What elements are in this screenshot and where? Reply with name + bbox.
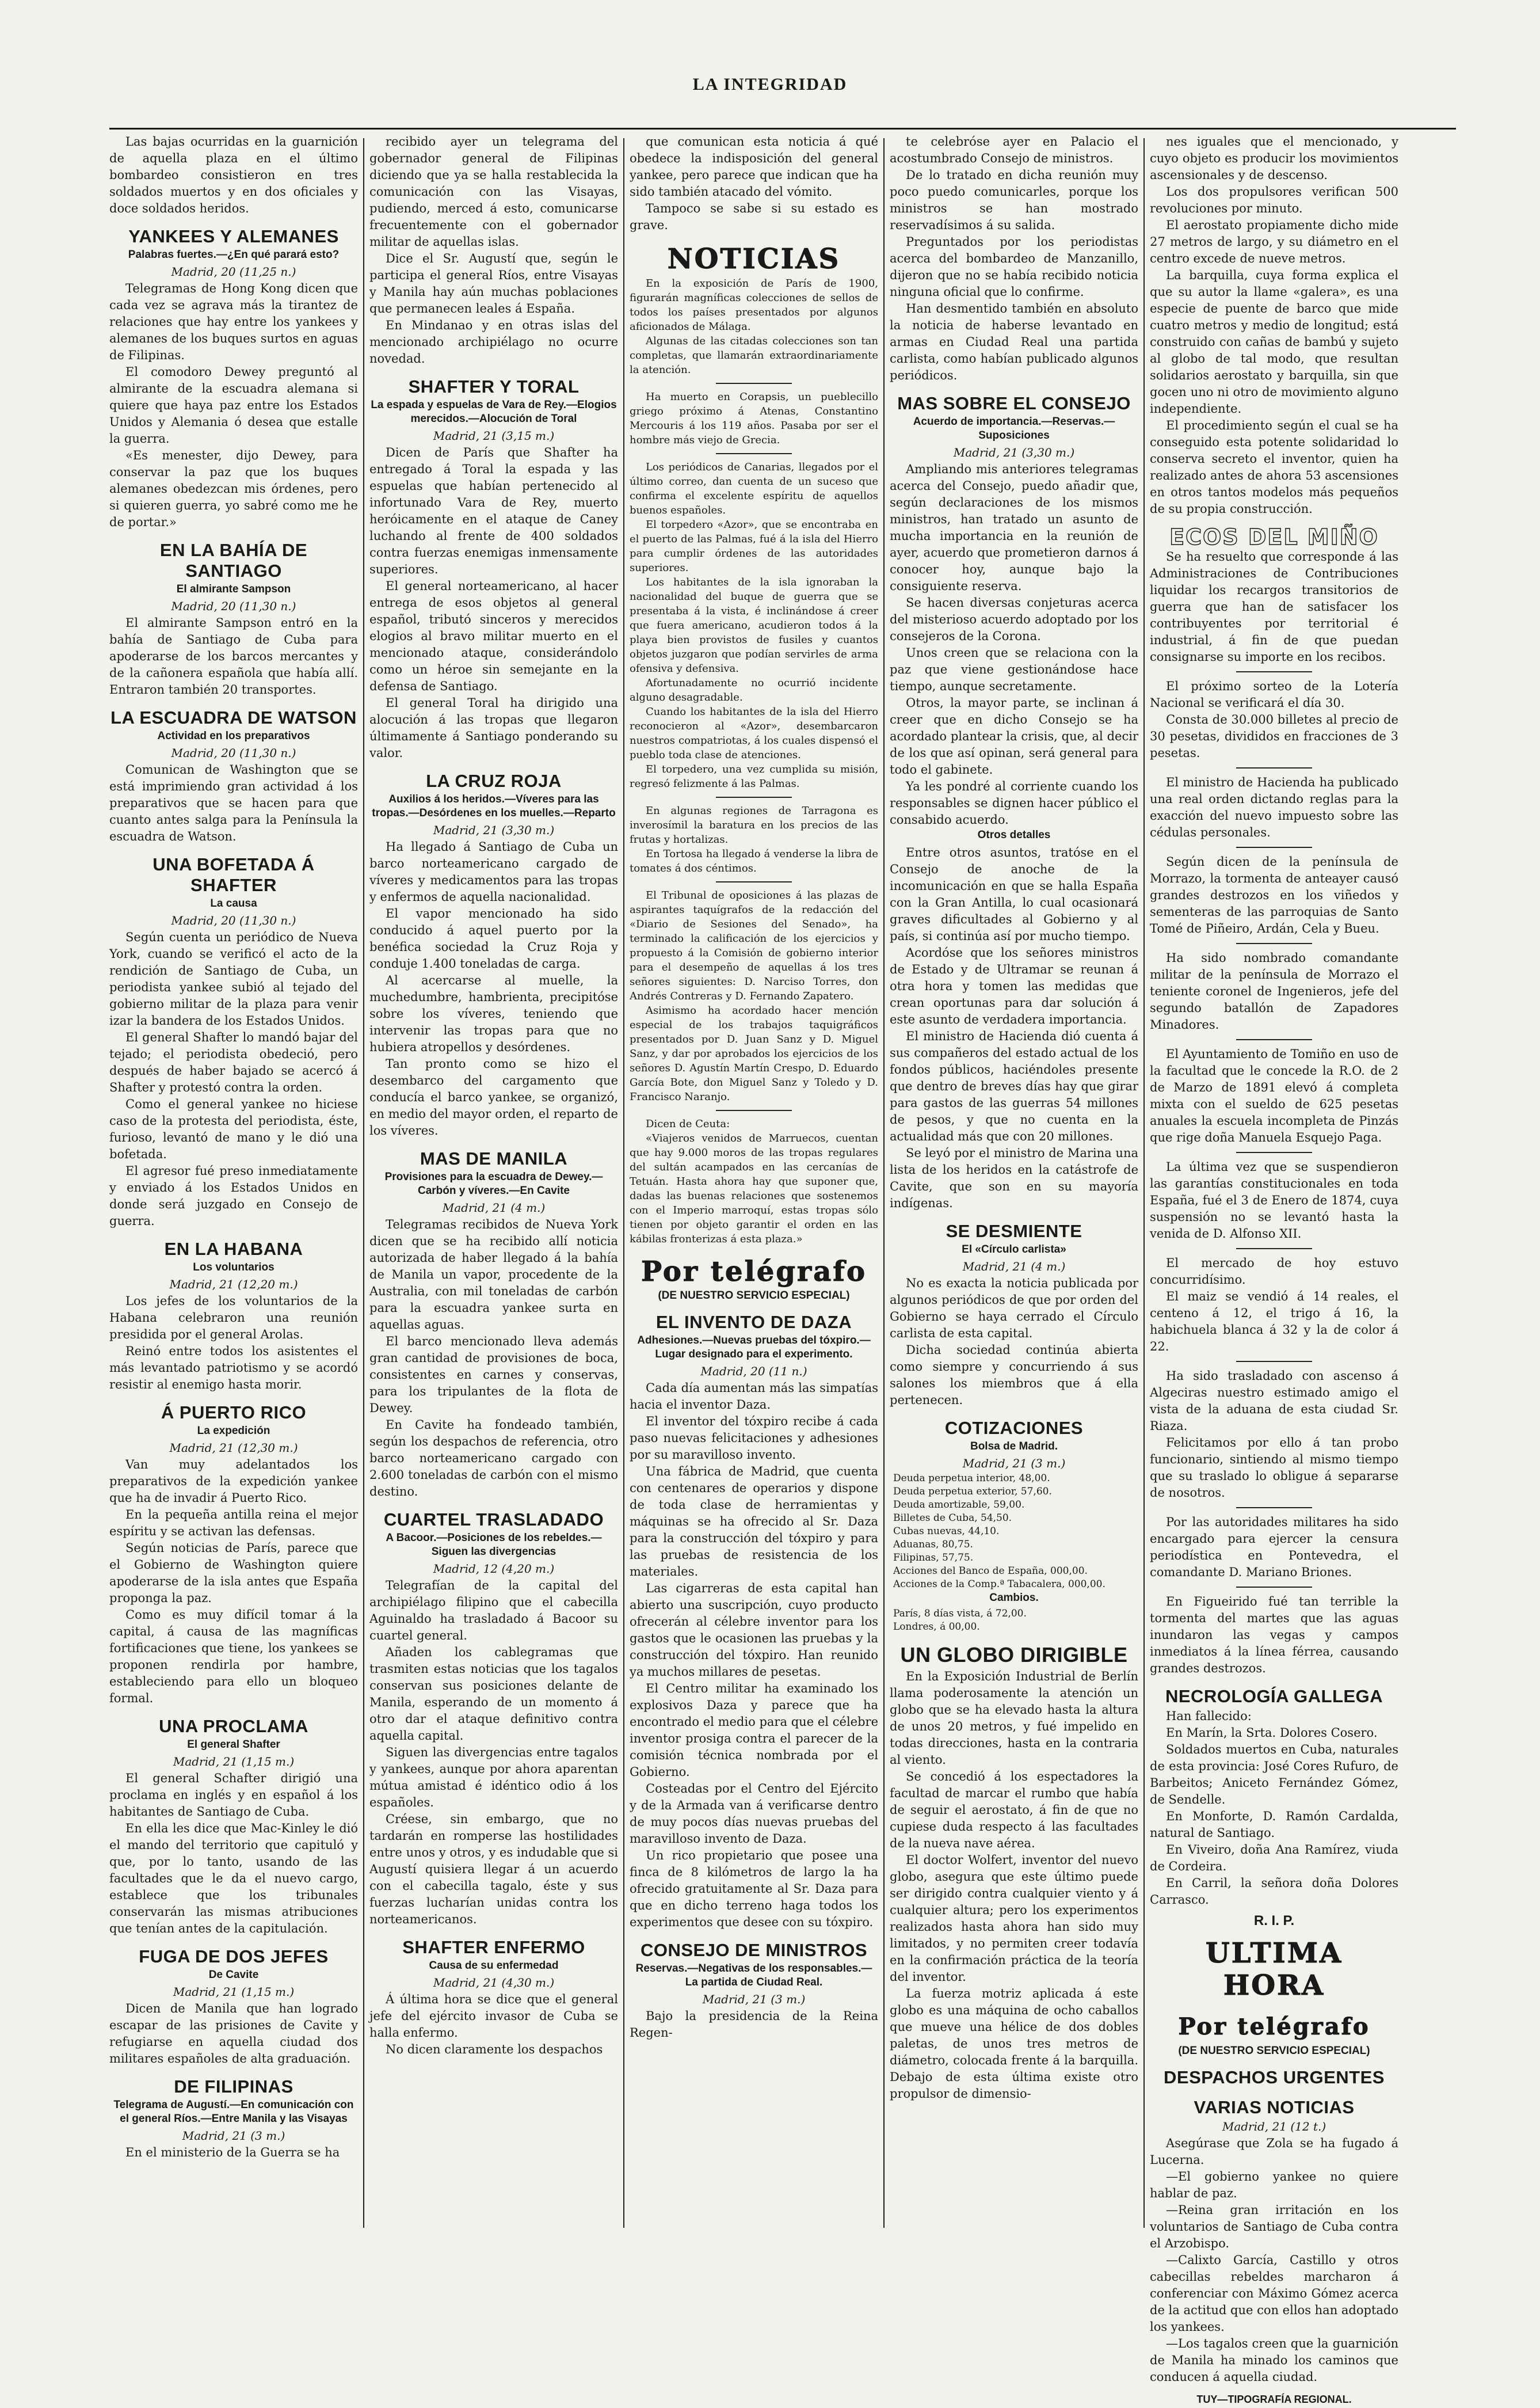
article-paragraph: Ha llegado á Santiago de Cuba un barco norteamericano cargado de víveres y medicamentos para las tropas y enfermos de aquella nacionalidad. (369, 840, 618, 904)
column-divider (1143, 138, 1145, 2228)
masthead-rule (109, 128, 1456, 130)
article-paragraph: recibido ayer un telegrama del gobernador general de Filipinas diciendo que ya se halla restablecida la comunicación con las Visayas, pudiendo, merced á esto, comunicarse frecuentemente con el gobernador militar de aquellas islas. (369, 135, 618, 249)
news-paragraph: Dicen de Ceuta: (646, 1118, 730, 1130)
headline: COTIZACIONES (944, 1418, 1084, 1438)
stock-line: Londres, á 00,00. (893, 1621, 980, 1633)
headline: LA ESCUADRA DE WATSON (110, 707, 357, 728)
section-divider (1236, 943, 1312, 944)
subheadline: Provisiones para la escuadra de Dewey.—Carbón y víveres.—En Cavite (384, 1171, 603, 1197)
printer-imprint: TUY—TIPOGRAFÍA REGIONAL. (1196, 2394, 1352, 2405)
stock-line: Deuda perpetua exterior, 57,60. (893, 1486, 1052, 1497)
stock-line: Deuda perpetua interior, 48,00. (893, 1473, 1050, 1484)
section-divider (716, 383, 792, 384)
dateline: Madrid, 21 (12 t.) (1222, 2120, 1326, 2133)
subheadline: El «Círculo carlista» (962, 1243, 1066, 1256)
subheadline: Cambios. (989, 1592, 1039, 1604)
article-paragraph: te celebróse ayer en Palacio el acostumbrado Consejo de ministros. (890, 135, 1138, 165)
article-paragraph: Según noticias de París, parece que el Gobierno de Washington quiere apoderarse de la isla antes que España proponga la paz. (109, 1541, 358, 1605)
article-paragraph: Asegúrase que Zola se ha fugado á Lucerna. (1150, 2136, 1398, 2167)
column-4 (890, 134, 1138, 2229)
article-paragraph: Otros, la mayor parte, se inclinan á creer que en dicho Consejo se ha acordado plantear la crisis, que, al decir de los que así opinan, será general para todo el gabinete. (890, 696, 1138, 777)
article-paragraph: El Ayuntamiento de Tomiño en uso de la facultad que le concede la R.O. de 2 de Marzo de 1891 elevó á completa mixta con el sueldo de 625 pesetas anuales la escuela incompleta de Pinzás que rige doña Manuela Esquejo Paga. (1150, 1047, 1398, 1144)
article-paragraph: En Carril, la señora doña Dolores Carrasco. (1150, 1876, 1398, 1907)
headline: UN GLOBO DIRIGIBLE (900, 1643, 1128, 1667)
section-divider (1236, 767, 1312, 769)
article-paragraph: Se ha resuelto que corresponde á las Administraciones de Contribuciones liquidar los recargos transitorios de guerra que han de satisfacer los contribuyentes por territorial é industrial, á fin de que puedan consignarse su importe en los recibos. (1150, 550, 1398, 664)
headline: UNA BOFETADA Á SHAFTER (153, 854, 315, 895)
dateline: Madrid, 21 (3,30 m.) (433, 823, 555, 837)
subheadline: De Cavite (208, 1969, 259, 1981)
news-paragraph: «Viajeros venidos de Marruecos, cuentan que hay 9.000 moros de las tropas regulares del sultán acampados en las cercanías de Tetuán. Hasta ahora hay que suponer que, dadas las buenas relaciones que sostenemos con el Imperio marroquí, estas tropas sólo tienen por objeto garantir el orden en las kábilas fronterizas á esta plaza.» (630, 1132, 878, 1245)
article-paragraph: Van muy adelantados los preparativos de la expedición yankee que ha de invadir á Puerto Rico. (109, 1458, 358, 1505)
headline: EN LA BAHÍA DE SANTIAGO (159, 540, 308, 581)
dateline: Madrid, 12 (4,20 m.) (433, 1562, 555, 1576)
stock-line: París, 8 días vista, á 72,00. (893, 1608, 1027, 1619)
headline: YANKEES Y ALEMANES (128, 226, 339, 246)
subheadline: El almirante Sampson (176, 583, 291, 595)
article-paragraph: El general Toral ha dirigido una alocución á las tropas que llegaron últimamente á Santiago ponderando su valor. (369, 696, 618, 760)
section-divider (1236, 1152, 1312, 1153)
article-paragraph: El general Schafter dirigió una proclama en inglés y en español á los habitantes de Santiago de Cuba. (109, 1771, 358, 1819)
article-paragraph: El general norteamericano, al hacer entrega de esos objetos al general español, tributó sinceros y merecidos elogios al bravo militar muerto en el mencionado ataque, considerándolo como un héroe sin semejante en la defensa de Santiago. (369, 579, 618, 693)
section-divider (1236, 1039, 1312, 1040)
news-paragraph: Afortunadamente no ocurrió incidente alguno desagradable. (630, 677, 878, 703)
headline: FUGA DE DOS JEFES (139, 1946, 329, 1966)
article-paragraph: Según dicen de la península de Morrazo, la tormenta de anteayer causó grandes destrozos en los viñedos y sementeras de las parroquias de Santo Tomé de Piñeiro, Ardán, Cela y Bueu. (1150, 855, 1398, 935)
dateline: Madrid, 21 (12,30 m.) (169, 1441, 298, 1455)
dateline: Madrid, 21 (1,15 m.) (173, 1755, 295, 1768)
headline: SHAFTER ENFERMO (402, 1937, 585, 1957)
article-paragraph: nes iguales que el mencionado, y cuyo objeto es producir los movimientos ascensionales y de descenso. (1150, 135, 1398, 182)
article-paragraph: Una fábrica de Madrid, que cuenta con centenares de operarios y dispone de toda clase de herramientas y máquinas se ha ofrecido al Sr. Daza para la construcción del tóxpiro y para las pruebas de resistencia de los materiales. (630, 1464, 878, 1578)
section-divider (1236, 671, 1312, 672)
article-paragraph: El barco mencionado lleva además gran cantidad de provisiones de boca, consistentes en carnes y conservas, para los tripulantes de la flota de Dewey. (369, 1334, 618, 1415)
headline: EN LA HABANA (164, 1239, 303, 1259)
article-paragraph: En la pequeña antilla reina el mejor espíritu y se activan las defensas. (109, 1508, 358, 1538)
article-paragraph: La barquilla, cuya forma explica el que su autor la llame «galera», es una especie de puente de barco que mide cuatro metros y medio de longitud; está construido con cañas de bambú y sujeto al globo de tal modo, que resultan solidarios aerostato y barquilla, sin que gocen uno ni otro de movimiento alguno independiente. (1150, 268, 1398, 416)
article-paragraph: Se hacen diversas conjeturas acerca del misterioso acuerdo adoptado por los consejeros de la Corona. (890, 596, 1138, 643)
article-paragraph: Los jefes de los voluntarios de la Habana celebraron una reunión presidida por el general Arolas. (109, 1294, 358, 1341)
column-divider (883, 138, 885, 2228)
article-paragraph: Por las autoridades militares ha sido encargado para ejercer la censura periodística en Pontevedra, el comandante D. Mariano Briones. (1150, 1515, 1398, 1579)
article-paragraph: Tampoco se sabe si su estado es grave. (630, 201, 878, 232)
news-paragraph: Cuando los habitantes de la isla del Hierro reconocieron al «Azor», desembarcaron nuestros compatriotas, á los cuales dispensó el pueblo toda clase de atenciones. (630, 706, 878, 761)
article-paragraph: —Reina gran irritación en los voluntarios de Santiago de Cuba contra el Arzobispo. (1150, 2203, 1398, 2250)
dateline: Madrid, 21 (3 m.) (962, 1456, 1066, 1470)
article-paragraph: Las bajas ocurridas en la guarnición de aquella plaza en el último bombardeo consistieron en tres soldados muertos y en dos oficiales y doce soldados heridos. (109, 135, 358, 215)
headline: SE DESMIENTE (946, 1221, 1082, 1241)
column-2 (369, 134, 618, 2229)
article-paragraph: Costeadas por el Centro del Ejército y de la Armada van á verificarse dentro de muy pocos días nuevas pruebas del maravilloso invento de Daza. (630, 1782, 878, 1846)
section-divider (716, 1110, 792, 1111)
article-paragraph: El mercado de hoy estuvo concurridísimo. (1150, 1256, 1398, 1287)
article-paragraph: En Viveiro, doña Ana Ramírez, viuda de Cordeira. (1150, 1843, 1398, 1873)
stock-line: Filipinas, 57,75. (893, 1552, 974, 1564)
article-paragraph: Las cigarreras de esta capital han abierto una suscripción, cuyo producto ofrecerán al célebre inventor para los gastos que le ocasionen las pruebas y la construcción del tóxpiro. Han reunido ya muchos millares de pesetas. (630, 1581, 878, 1679)
subheadline: Acuerdo de importancia.—Reservas.—Suposiciones (913, 416, 1115, 442)
column-5 (1150, 134, 1398, 2405)
headline: Á PUERTO RICO (161, 1402, 307, 1422)
stock-line: Billetes de Cuba, 54,50. (893, 1512, 1012, 1524)
article-paragraph: Dice el Sr. Augustí que, según le participa el general Ríos, entre Visayas y Manila hay aún muchas poblaciones que permanecen leales á España. (369, 252, 618, 315)
subheadline: Telegrama de Augustí.—En comunicación con el general Ríos.—Entre Manila y las Visayas (113, 2099, 354, 2125)
article-paragraph: El inventor del tóxpiro recibe á cada paso nuevas felicitaciones y adhesiones por su maravilloso invento. (630, 1414, 878, 1462)
article-paragraph: De lo tratado en dicha reunión muy poco puedo comunicarles, porque los ministros se han mostrado reservadísimos á su salida. (890, 168, 1138, 232)
article-paragraph: El vapor mencionado ha sido conducido á aquel puerto por la benéfica sociedad la Cruz Roja y conduje 1.400 toneladas de carga. (369, 907, 618, 971)
news-paragraph: El Tribunal de oposiciones á las plazas de aspirantes taquígrafos de la redacción del «Diario de Sesiones del Senado», ha terminado la calificación de los ejercicios y propuesto á la Comisión de gobierno interior para el desempeño de aquellas á los tres señores siguientes: D. Narciso Torres, don Andrés Contreras y D. Fernando Zapatero. (630, 889, 878, 1002)
article-paragraph: Como el general yankee no hiciese caso de la protesta del periodista, éste, furioso, levantó de mano y le dió una bofetada. (109, 1097, 358, 1161)
article-paragraph: Se leyó por el ministro de Marina una lista de los heridos en la catástrofe de Cavite, que son en su mayoría indígenas. (890, 1146, 1138, 1210)
dateline: Madrid, 21 (1,15 m.) (173, 1985, 295, 1999)
article-paragraph: Un rico propietario que posee una finca de 8 kilómetros de largo la ha ofrecido gratuitamente al Sr. Daza para que en dicho terreno haga todos los experimentos que desee con su tóxpiro. (630, 1848, 878, 1929)
subheadline: (DE NUESTRO SERVICIO ESPECIAL) (1178, 2045, 1370, 2057)
article-paragraph: Telegramas recibidos de Nueva York dicen que se ha recibido allí noticia autorizada de haber llegado á la bahía de Manila un vapor, procedente de la Australia, con mil toneladas de carbón para la escuadra yankee surta en aquellas aguas. (369, 1218, 618, 1332)
dateline: Madrid, 21 (12,20 m.) (169, 1277, 298, 1291)
article-paragraph: El maiz se vendió á 14 reales, el centeno á 12, el trigo á 16, la habichuela blanca á 32 y la de color á 22. (1150, 1289, 1398, 1353)
article-paragraph: Ha sido nombrado comandante militar de la península de Morrazo el teniente coronel de Ingenieros, jefe del segundo batallón de Zapadores Minadores. (1150, 951, 1398, 1032)
article-paragraph: Preguntados por los periodistas acerca del bombardeo de Manzanillo, dijeron que no se había recibido noticia ninguna oficial que lo confirme. (890, 235, 1138, 299)
article-paragraph: Ya les pondré al corriente cuando los responsables se dignen hacer público el consabido acuerdo. (890, 779, 1138, 827)
article-paragraph: Á última hora se dice que el general jefe del ejército invasor de Cuba se halla enfermo. (369, 1992, 618, 2040)
article-paragraph: La fuerza motriz aplicada á este globo es una máquina de ocho caballos que mueve una hélice de dos dobles paletas, de unos tres metros de diámetro, colocada frente á la barquilla. Debajo de esta última existe otro propulsor de dimensio- (890, 1987, 1138, 2101)
article-paragraph: Siguen las divergencias entre tagalos y yankees, aunque por ahora aparentan mútua amistad é idéntico odio á los españoles. (369, 1745, 618, 1809)
column-3 (630, 134, 878, 2229)
article-paragraph: Añaden los cablegramas que trasmiten estas noticias que los tagalos conservan sus posiciones delante de Manila, esperando de un momento á otro dar el ataque definitivo contra aquella capital. (369, 1645, 618, 1743)
news-paragraph: En algunas regiones de Tarragona es inverosímil la baratura en los precios de las frutas y hortalizas. (630, 805, 878, 846)
headline: CUARTEL TRASLADADO (383, 1509, 604, 1530)
article-paragraph: Dicha sociedad continúa abierta como siempre y concurriendo á sus salones los miembros que á ella pertenecen. (890, 1343, 1138, 1407)
dateline: Madrid, 21 (3 m.) (182, 2129, 285, 2143)
headline: VARIAS NOTICIAS (1194, 2097, 1355, 2117)
headline: EL INVENTO DE DAZA (655, 1312, 852, 1332)
subheadline: Palabras fuertes.—¿En qué parará esto? (128, 249, 340, 261)
subheadline: La espada y espuelas de Vara de Rey.—Elogios merecidos.—Alocución de Toral (371, 399, 617, 425)
article-paragraph: El próximo sorteo de la Lotería Nacional se verificará el día 30. (1150, 679, 1398, 710)
article-paragraph: El general Shafter lo mandó bajar del tejado; el periodista obedeció, pero después de haber bajado se acercó á Shafter y protestó contra la orden. (109, 1030, 358, 1094)
article-paragraph: que comunican esta noticia á qué obedece la indisposición del general yankee, pero parece que indican que ha sido también atacado del vómito. (630, 135, 878, 199)
column-1 (109, 134, 358, 2229)
article-paragraph: Tan pronto como se hizo el desembarco del cargamento que conducía el barco yankee, se organizó, en medio del mayor orden, el reparto de los víveres. (369, 1057, 618, 1138)
news-paragraph: Algunas de las citadas colecciones son tan completas, que llamarán extraordinariamente la atención. (630, 335, 878, 376)
stock-quotes (893, 1607, 1135, 1634)
headline: NECROLOGÍA GALLEGA (1165, 1686, 1383, 1706)
dateline: Madrid, 20 (11,30 n.) (171, 914, 296, 927)
headline: DESPACHOS URGENTES (1164, 2067, 1385, 2087)
stock-quotes (893, 1472, 1135, 1591)
article-paragraph: —El gobierno yankee no quiere hablar de paz. (1150, 2170, 1398, 2200)
dateline: Madrid, 21 (3,30 m.) (953, 446, 1075, 459)
section-divider (716, 797, 792, 798)
subheadline: Auxilios á los heridos.—Víveres para las tropas.—Desórdenes en los muelles.—Reparto (372, 793, 616, 819)
article-paragraph: Cada día aumentan más las simpatías hacia el inventor Daza. (630, 1381, 878, 1412)
article-paragraph: «Es menester, dijo Dewey, para conservar la paz que los buques alemanes obedezcan mis órdenes, pero si quieren guerra, yo sabré como me he de portar.» (109, 448, 358, 529)
article-paragraph: Dicen de Manila que han logrado escapar de las prisiones de Cavite y refugiarse en aquella ciudad dos militares españoles de alta graduación. (109, 2002, 358, 2065)
article-paragraph: Según cuenta un periódico de Nueva York, cuando se verificó el acto de la rendición de Santiago de Cuba, un periodista yankee subió al tejado del gobierno militar de la plaza para venir izar la bandera de los Estados Unidos. (109, 930, 358, 1028)
stock-line: Acciones de la Comp.ª Tabacalera, 000,00. (893, 1578, 1106, 1590)
article-paragraph: Ampliando mis anteriores telegramas acerca del Consejo, puedo añadir que, según declaraciones de los mismos ministros, han tratado un asunto de mucha importancia en la reunión de ayer, acuerdo que prometieron darnos á conocer hoy, aunque bajo la consiguiente reserva. (890, 462, 1138, 593)
article-paragraph: Acordóse que los señores ministros de Estado y de Ultramar se reunan á otra hora y tomen las medidas que crean oportunas para dar solución á este asunto de verdadera importancia. (890, 946, 1138, 1026)
masthead: LA INTEGRIDAD (692, 75, 848, 94)
dateline: Madrid, 21 (4 m.) (962, 1260, 1066, 1273)
article-paragraph: La última vez que se suspendieron las garantías constitucionales en toda España, fué el 3 de Enero de 1874, cuya suspensión no se levantó hasta la venida de D. Alfonso XII. (1150, 1160, 1398, 1241)
section-divider (716, 453, 792, 454)
headline: LA CRUZ ROJA (426, 771, 562, 791)
article-paragraph: Soldados muertos en Cuba, naturales de esta provincia: José Cores Rufuro, de Barbeitos; Aniceto Fernández Gómez, de Sendelle. (1150, 1743, 1398, 1806)
article-paragraph: No es exacta la noticia publicada por algunos periódicos de que por orden del Gobierno se haya cerrado el Círculo carlista de esta capital. (890, 1276, 1138, 1340)
article-paragraph: Dicen de París que Shafter ha entregado á Toral la espada y las espuelas que habían pertenecido al infortunado Vara de Rey, muerto heróicamente en el ataque de Caney luchando al frente de 400 soldados contra fuerzas enemigas inmensamente superiores. (369, 446, 618, 576)
article-paragraph: Al acercarse al muelle, la muchedumbre, hambrienta, precipitóse sobre los víveres, teniendo que intervenir las tropas para que no hubiera atropellos y desórdenes. (369, 973, 618, 1054)
article-paragraph: En Cavite ha fondeado también, según los despachos de referencia, otro barco norteamericano cargado con 2.600 toneladas de carbón con el mismo destino. (369, 1418, 618, 1498)
article-paragraph: Han desmentido también en absoluto la noticia de haberse levantado en armas en Ciudad Real una partida carlista, como habían publicado algunos periódicos. (890, 302, 1138, 382)
article-paragraph: En Figueirido fué tan terrible la tormenta del martes que las aguas inundaron las vegas y campos inmediatos á la línea férrea, causando grandes destrozos. (1150, 1595, 1398, 1675)
article-paragraph: El ministro de Hacienda ha publicado una real orden dictando reglas para la exacción del nuevo impuesto sobre las cédulas personales. (1150, 775, 1398, 839)
stock-line: Deuda amortizable, 59,00. (893, 1499, 1025, 1511)
section-banner: Por telégrafo (1178, 2013, 1370, 2040)
article-paragraph: Reinó entre todos los asistentes el más levantado patriotismo y se acordó resistir al enemigo hasta morir. (109, 1344, 358, 1391)
article-paragraph: El almirante Sampson entró en la bahía de Santiago de Cuba para apoderarse de los barcos mercantes y de la cañonera española que había allí. Entraron también 20 transportes. (109, 616, 358, 697)
article-paragraph: Como es muy difícil tomar á la capital, á causa de las magníficas fortificaciones que tiene, los yankees se proponen rendirla por hambre, estableciendo para ello un bloqueo formal. (109, 1608, 358, 1705)
article-paragraph: Han fallecido: (1166, 1709, 1252, 1723)
article-paragraph: Comunican de Washington que se está imprimiendo gran actividad á los preparativos que se hacen para que cuanto antes salga para la Península la escuadra de Watson. (109, 763, 358, 843)
section-divider (1236, 1248, 1312, 1249)
dateline: Madrid, 20 (11 n.) (700, 1364, 807, 1378)
subheadline: La causa (210, 897, 257, 910)
section-divider (716, 881, 792, 882)
article-paragraph: En la Exposición Industrial de Berlín llama poderosamente la atención un globo que se ha elevado hasta la altura de unos 20 metros, y fué impelido en todas direcciones, hasta en la contraria al viento. (890, 1669, 1138, 1767)
article-paragraph: En Marín, la Srta. Dolores Cosero. (1166, 1726, 1378, 1740)
subheadline: Actividad en los preparativos (157, 730, 310, 742)
dateline: Madrid, 20 (11,25 n.) (171, 265, 296, 279)
article-paragraph: El procedimiento según el cual se ha conseguido esta potente solidaridad lo conserva secreto el inventor, quien ha realizado antes de ahora 53 ascensiones en otros tantos modelos más pequeños de su propia construcción. (1150, 419, 1398, 516)
section-divider (1236, 1361, 1312, 1362)
headline: CONSEJO DE MINISTROS (640, 1940, 868, 1960)
subheadline: Causa de su enfermedad (429, 1960, 559, 1972)
stock-line: Aduanas, 80,75. (893, 1539, 973, 1550)
article-paragraph: —Los tagalos creen que la guarnición de Manila ha minado los caminos que conducen á aquella ciudad. (1150, 2337, 1398, 2384)
stock-line: Acciones del Banco de España, 000,00. (893, 1565, 1088, 1577)
article-paragraph: El ministro de Hacienda dió cuenta á sus compañeros del estado actual de los fondos públicos, haciéndoles presente que dentro de breves días hay que girar para gastos de las guerras 54 millones de pesos, y que no cuenta en la actualidad más que con 20 millones. (890, 1029, 1138, 1143)
news-paragraph: El torpedero, una vez cumplida su misión, regresó felizmente á las Palmas. (630, 763, 878, 790)
section-divider (1236, 1587, 1312, 1588)
dateline: Madrid, 21 (3 m.) (702, 1992, 806, 2006)
subheadline: Bolsa de Madrid. (970, 1440, 1058, 1452)
news-paragraph: Los periódicos de Canarias, llegados por el último correo, dan cuenta de un suceso que confirma el excelente espíritu de aquellos buenos españoles. (630, 461, 878, 516)
headline: SHAFTER Y TORAL (408, 376, 580, 397)
section-banner: ULTIMA HORA (1205, 1937, 1343, 2002)
rip-mark: R. I. P. (1253, 1913, 1295, 1928)
article-paragraph: No dicen claramente los despachos (386, 2042, 603, 2056)
dateline: Madrid, 21 (3,15 m.) (433, 429, 555, 443)
article-paragraph: El aerostato propiamente dicho mide 27 metros de largo, y su diámetro en el centro excede de nueve metros. (1150, 218, 1398, 265)
news-paragraph: Los habitantes de la isla ignoraban la nacionalidad del buque de guerra que se presentaba á la vista, é inclinándose á creer que fuera americano, acudieron todos á la playa bien provistos de fusiles y cuantos objetos juzgaron que podían servirles de arma ofensiva y defensiva. (630, 576, 878, 675)
subheadline: El general Shafter (187, 1739, 280, 1751)
article-paragraph: Unos creen que se relaciona con la paz que viene gestionándose hace tiempo, aunque secretamente. (890, 646, 1138, 693)
news-paragraph: El torpedero «Azor», que se encontraba en el puerto de las Palmas, fué á la isla del Hierro para cumplir órdenes de las autoridades superiores. (630, 519, 878, 574)
headline: ECOS DEL MIÑO (1169, 524, 1379, 550)
article-paragraph: El agresor fué preso inmediatamente y enviado á los Estados Unidos en donde será juzgado en Consejo de guerra. (109, 1164, 358, 1228)
article-paragraph: El doctor Wolfert, inventor del nuevo globo, asegura que este último puede ser dirigido contra cualquier viento y á cualquier altura; pero los experimentos realizados hasta ahora han sido muy limitados, y no permiten creer todavía en la confirmación práctica de la teoría del inventor. (890, 1853, 1138, 1984)
subheadline: La expedición (197, 1425, 270, 1437)
section-banner: NOTICIAS (667, 243, 841, 275)
subheadline: Reservas.—Negativas de los responsables.—La partida de Ciudad Real. (635, 1962, 872, 1988)
article-paragraph: El Centro militar ha examinado los explosivos Daza y parece que ha encontrado el medio para que el célebre inventor prosiga contra el parecer de la comisión técnica nombrada por el Gobierno. (630, 1682, 878, 1779)
article-paragraph: Ha sido trasladado con ascenso á Algeciras nuestro estimado amigo el vista de la aduana de esta ciudad Sr. Riaza. (1150, 1369, 1398, 1433)
subheadline: (DE NUESTRO SERVICIO ESPECIAL) (658, 1289, 850, 1302)
article-paragraph: En ella les dice que Mac-Kinley le dió el mando del territorio que capituló y que, por lo tanto, usando de las facultades que le da el nuevo cargo, establece que los tribunales conservarán las mismas atribuciones que tenían antes de la capitulación. (109, 1821, 358, 1935)
headline: MAS DE MANILA (420, 1148, 568, 1169)
headline: DE FILIPINAS (174, 2076, 293, 2097)
dateline: Madrid, 20 (11,30 n.) (171, 599, 296, 613)
stock-line: Cubas nuevas, 44,10. (893, 1526, 1000, 1537)
dateline: Madrid, 20 (11,30 n.) (171, 746, 296, 760)
dateline: Madrid, 21 (4,30 m.) (433, 1976, 555, 1989)
article-paragraph: Consta de 30.000 billetes al precio de 30 pesetas, divididos en fracciones de 3 pesetas. (1150, 713, 1398, 760)
section-divider (1236, 1507, 1312, 1508)
dateline: Madrid, 21 (4 m.) (442, 1201, 546, 1215)
article-paragraph: El comodoro Dewey preguntó al almirante de la escuadra alemana si quiere que haya paz entre los Estados Unidos y Alemania ó desea que estalle la guerra. (109, 365, 358, 446)
article-paragraph: En el ministerio de la Guerra se ha (125, 2145, 340, 2159)
subheadline: Otros detalles (977, 829, 1051, 841)
column-divider (623, 138, 624, 2228)
article-paragraph: —Calixto García, Castillo y otros cabecillas rebeldes marcharon á conferenciar con Máximo Gómez acerca de la actitud que con ellos han adoptado los yankees. (1150, 2253, 1398, 2334)
article-paragraph: Se concedió á los espectadores la facultad de marcar el rumbo que había de seguir el aerostato, á fin de que no cupiese duda respecto á las facultades de la nueva nave aérea. (890, 1770, 1138, 1850)
article-paragraph: Entre otros asuntos, tratóse en el Consejo de anoche de la incomunicación en que se halla España con la Gran Antilla, lo cual ocasionará graves dificultades al Gobierno y al país, si continúa así por mucho tiempo. (890, 846, 1138, 943)
news-paragraph: En la exposición de París de 1900, figurarán magníficas colecciones de sellos de todos los países presentados por algunos aficionados de Málaga. (630, 277, 878, 333)
headline: UNA PROCLAMA (159, 1716, 308, 1736)
subheadline: Los voluntarios (193, 1261, 275, 1273)
article-paragraph: Créese, sin embargo, que no tardarán en romperse las hostilidades entre unos y otros, y es indudable que si Augustí quisiera llegar á un acuerdo con el cabecilla tagalo, éste y sus fuerzas lucharían unidas contra los norteamericanos. (369, 1812, 618, 1926)
column-divider (363, 138, 364, 2228)
section-banner: Por telégrafo (641, 1256, 867, 1288)
article-paragraph: En Mindanao y en otras islas del mencionado archipiélago no ocurre novedad. (369, 318, 618, 366)
news-paragraph: Ha muerto en Corapsis, un pueblecillo griego próximo á Atenas, Constantino Mercouris á los 119 años. Pasaba por ser el hombre más viejo de Grecia. (630, 391, 878, 446)
subheadline: Adhesiones.—Nuevas pruebas del tóxpiro.—Lugar designado para el experimento. (637, 1334, 871, 1360)
article-paragraph: Felicitamos por ello á tan probo funcionario, sintiendo al mismo tiempo que su traslado lo obligue á separarse de nosotros. (1150, 1436, 1398, 1500)
section-divider (1236, 847, 1312, 848)
article-paragraph: Bajo la presidencia de la Reina Regen- (630, 2009, 878, 2040)
news-paragraph: En Tortosa ha llegado á venderse la libra de tomates á dos céntimos. (630, 848, 878, 874)
article-paragraph: En Monforte, D. Ramón Cardalda, natural de Santiago. (1150, 1809, 1398, 1840)
subheadline: A Bacoor.—Posiciones de los rebeldes.—Siguen las divergencias (386, 1532, 602, 1558)
article-paragraph: Los dos propulsores verifican 500 revoluciones por minuto. (1150, 185, 1398, 215)
article-paragraph: Telegrafían de la capital del archipiélago filipino que el cabecilla Aguinaldo ha trasladado á Bacoor su cuartel general. (369, 1578, 618, 1642)
article-paragraph: Telegramas de Hong Kong dicen que cada vez se agrava más la tirantez de relaciones que hay entre los yankees y alemanes de los buques surtos en aguas de Filipinas. (109, 281, 358, 362)
news-paragraph: Asimismo ha acordado hacer mención especial de los trabajos taquigráficos presentados por D. Juan Sanz y D. Miguel Sanz, y dar por aprobados los ejercicios de los señores D. Agustín Martín Crespo, D. Eduardo García Bote, don Miguel Sanz y Toledo y D. Francisco Naranjo. (630, 1005, 878, 1103)
headline: MAS SOBRE EL CONSEJO (897, 393, 1131, 413)
